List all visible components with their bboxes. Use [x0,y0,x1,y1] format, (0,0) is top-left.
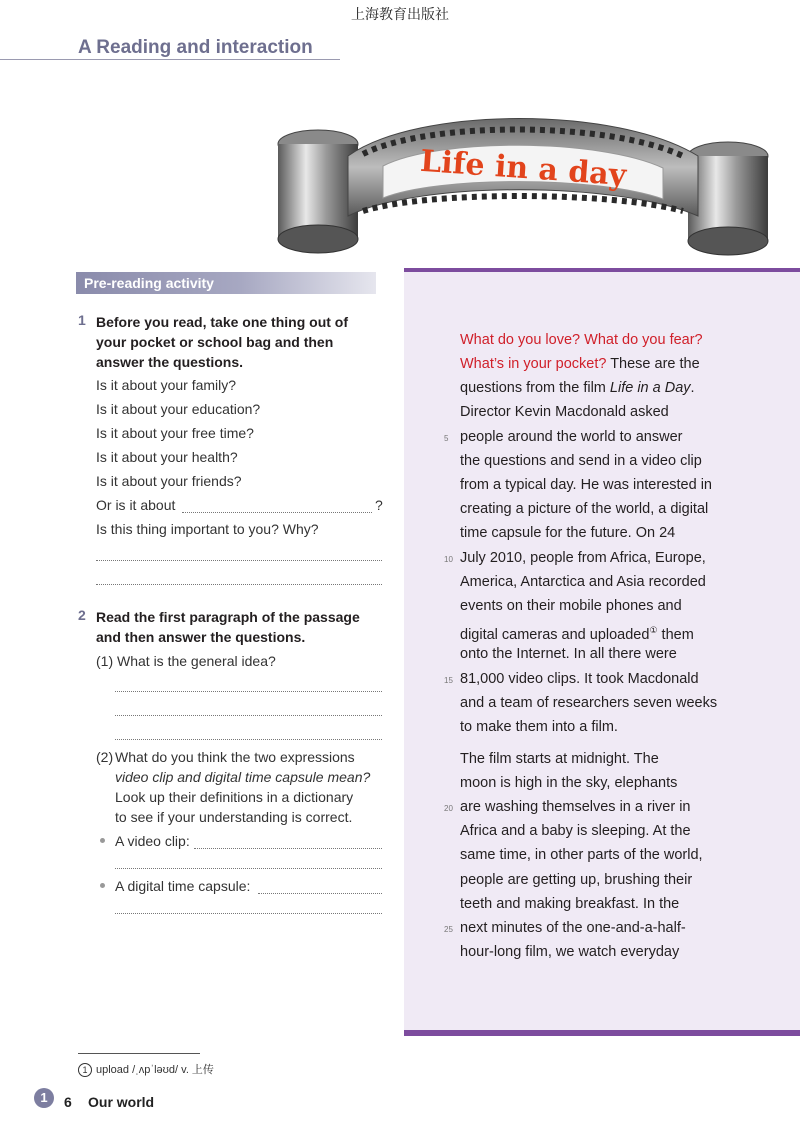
passage-text: them [657,626,694,643]
banner-title: Life in a day [419,143,628,194]
passage-line: time capsule for the future. On 24 [460,525,676,541]
answer-line[interactable] [115,868,382,869]
passage-line: to make them into a film. [460,719,618,735]
q1-line: Is it about your free time? [96,425,254,441]
passage-line: people are getting up, brushing their [460,872,693,888]
passage-line: people around the world to answer [460,429,683,445]
footnote-ref: ① [649,625,658,635]
passage-text: questions from the film [460,380,610,396]
panel-top-border [404,268,800,272]
q1-line: Is it about your friends? [96,473,242,489]
unit-title: Our world [88,1094,155,1110]
footnote [78,1061,214,1077]
question-title: Read the first paragraph of the passage and then answer the questions. [96,609,360,645]
passage-line: the questions and send in a video clip [460,453,702,469]
passage-line: onto the Internet. In all there were [460,646,677,662]
passage-text: . [690,380,695,396]
question-number: 2 [78,607,86,623]
q2-sub1: (1) What is the general idea? [96,653,276,669]
film-title: Life in a Day [609,380,691,396]
right-reel-icon [688,142,768,255]
passage-line: events on their mobile phones and [460,598,682,614]
passage-line: next minutes of the one-and-a-half- [460,920,686,936]
question-number: 1 [78,312,86,328]
q1-line: Is it about your education? [96,401,261,417]
passage-line: Africa and a baby is sleeping. At the [460,823,691,839]
passage-line: hour-long film, we watch everyday [460,944,680,960]
passage-line [460,620,694,645]
answer-blank[interactable] [194,848,382,849]
footnote-number: 1 [78,1063,92,1077]
q2-sub2-line: video clip and digital time capsule mean? [115,769,371,785]
q2-sub2-line: Look up their definitions in a dictionary [115,789,354,805]
passage-line: 81,000 video clips. It took Macdonald [460,671,699,687]
q2-sub2-line: What do you think the two expressions [115,749,355,765]
unit-badge: 1 [34,1088,54,1108]
bullet-label: A video clip: [115,833,190,849]
q2-sub2-label: (2) [96,749,114,765]
section-divider [0,59,340,60]
bullet-icon [100,883,105,888]
left-reel-icon [278,130,358,253]
publisher: 上海教育出版社 [351,7,449,23]
passage-line [460,378,695,398]
q2-sub2-line: to see if your understanding is correct. [115,809,353,825]
question-title: Before you read, take one thing out of your pocket or school bag and then answer the questions. [96,314,349,370]
passage-line [460,354,700,374]
passage-line: same time, in other parts of the world, [460,847,703,863]
passage-line: from a typical day. He was interested in [460,477,712,493]
passage-line: Director Kevin Macdonald asked [460,404,669,420]
answer-line[interactable] [115,739,382,740]
passage-line: and a team of researchers seven weeks [460,695,718,711]
q1-line: Is this thing important to you? Why? [96,521,319,537]
bullet-label: A digital time capsule: [115,878,251,894]
q1-line: Or is it about [96,497,176,513]
passage-line: What do you love? What do you fear? [460,332,703,348]
answer-blank[interactable] [182,512,372,513]
passage-line: July 2010, people from Africa, Europe, [460,550,706,566]
q1-line: Is it about your family? [96,377,237,393]
answer-line[interactable] [115,913,382,914]
passage-line: America, Antarctica and Asia recorded [460,574,706,590]
passage-text: digital cameras and uploaded [460,626,650,643]
line-number: 15 [444,676,453,685]
page-number: 6 [64,1094,72,1110]
answer-line[interactable] [96,560,382,561]
passage-line: creating a picture of the world, a digital [460,501,709,517]
section-title: A Reading and interaction [78,37,313,58]
footnote-divider [78,1053,200,1054]
line-number: 20 [444,804,453,813]
passage-red: What’s in your pocket? [460,356,607,372]
passage-line: moon is high in the sky, elephants [460,775,678,791]
pre-reading-label: Pre-reading activity [84,275,214,291]
answer-line[interactable] [115,691,382,692]
question-mark: ? [375,497,383,513]
answer-line[interactable] [115,715,382,716]
passage-line: The film starts at midnight. The [460,751,659,767]
line-number: 5 [444,434,449,443]
bullet-icon [100,838,105,843]
line-number: 10 [444,555,453,564]
answer-blank[interactable] [258,893,382,894]
answer-line[interactable] [96,584,382,585]
pre-reading-bar [76,272,376,294]
q1-line: Is it about your health? [96,449,238,465]
line-number: 25 [444,925,453,934]
passage-line: teeth and making breakfast. In the [460,896,680,912]
panel-bottom-border [404,1030,800,1036]
film-reel-banner [268,96,778,261]
footnote-text: upload /ˌʌpˈləʊd/ v. 上传 [96,1064,214,1076]
passage-line: are washing themselves in a river in [460,799,691,815]
passage-text: These are the [606,356,700,372]
